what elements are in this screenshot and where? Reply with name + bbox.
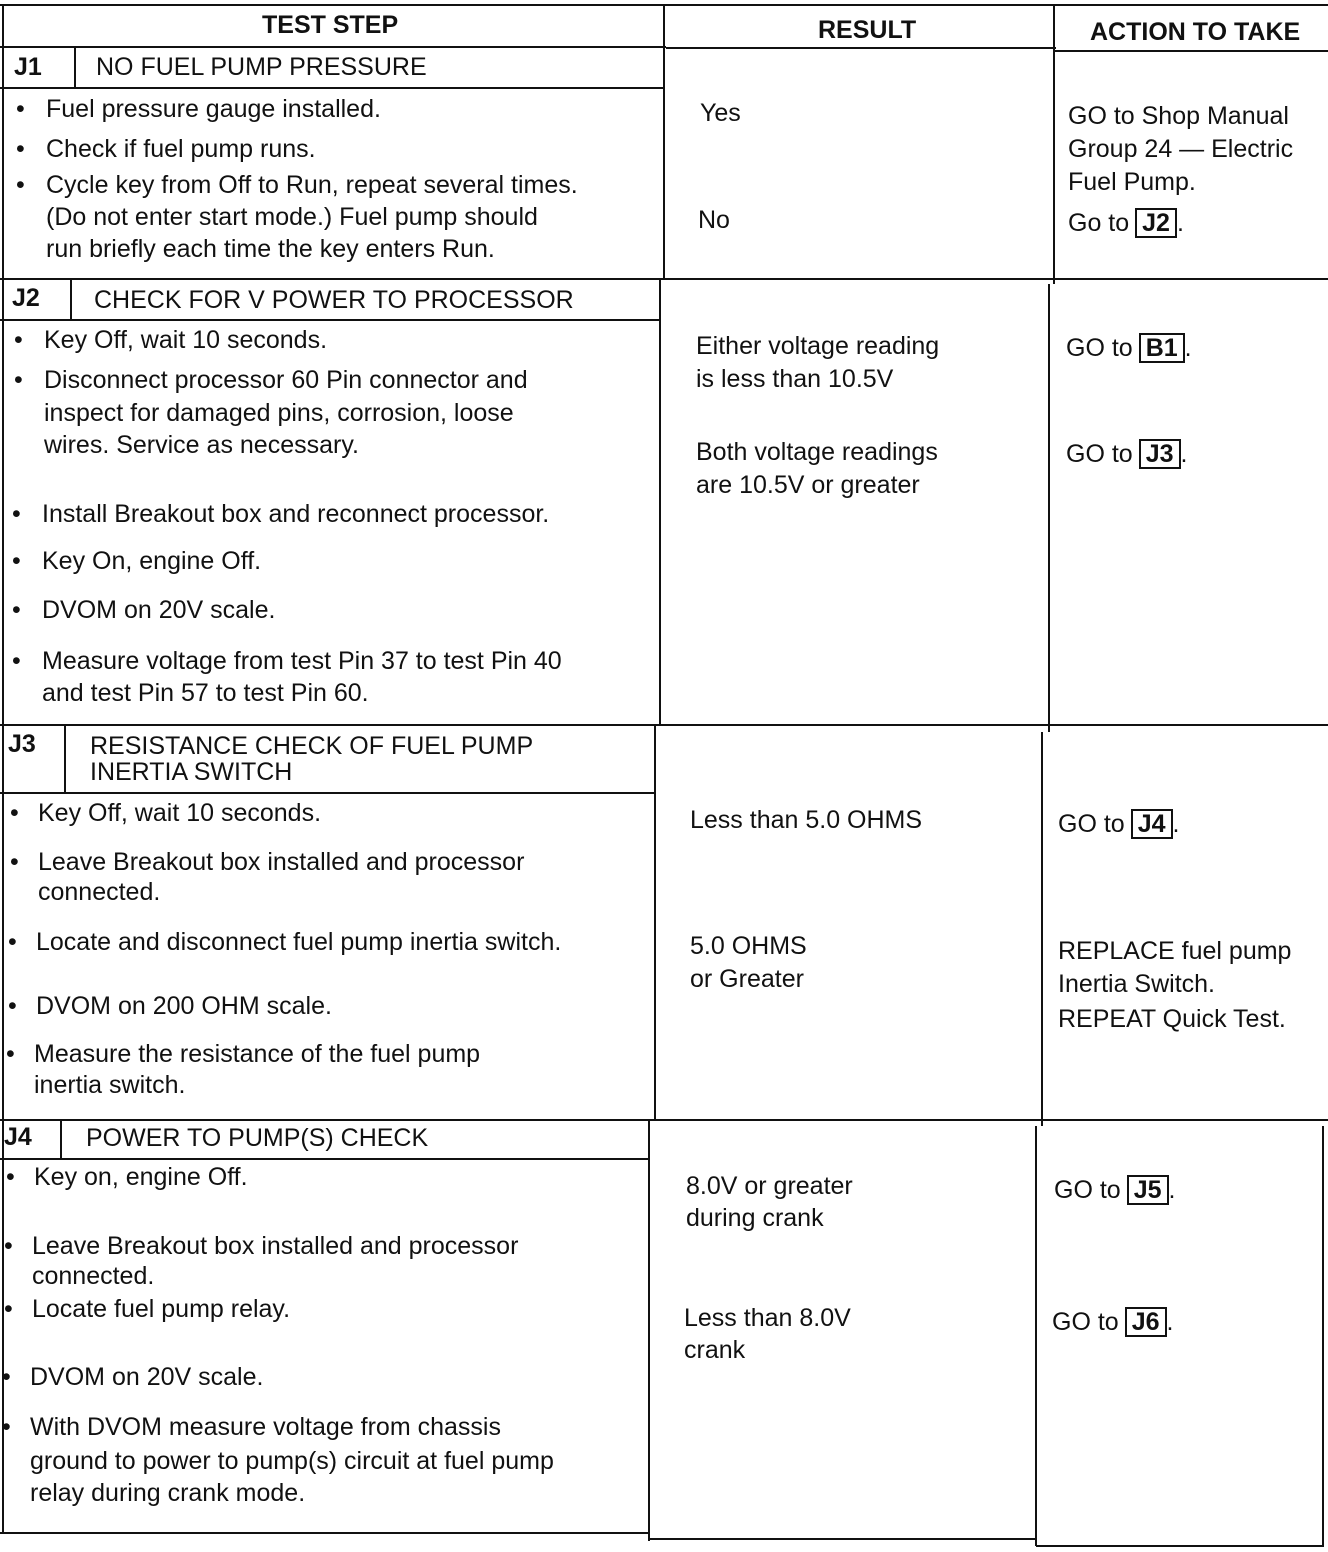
action-text: Fuel Pump. <box>1068 168 1196 196</box>
step-line: connected. <box>32 1262 155 1290</box>
goto-period: . <box>1168 1176 1176 1204</box>
bullet-icon: • <box>12 500 21 528</box>
step-line: wires. Service as necessary. <box>44 431 359 459</box>
step-id: J4 <box>4 1123 32 1151</box>
step-line: With DVOM measure voltage from chassis <box>30 1413 501 1441</box>
header-action: ACTION TO TAKE <box>1090 18 1301 46</box>
goto-period: . <box>1176 209 1184 237</box>
result-text: 5.0 OHMS <box>690 932 807 960</box>
bullet-icon: • <box>16 135 25 163</box>
goto-ref-box: J2 <box>1135 208 1177 238</box>
step-title: CHECK FOR V POWER TO PROCESSOR <box>94 286 574 314</box>
result-text: Yes <box>700 99 741 127</box>
step-line: connected. <box>38 878 161 906</box>
result-text: crank <box>684 1336 746 1364</box>
step-id: J3 <box>8 730 36 758</box>
action-text: Group 24 — Electric <box>1068 135 1294 163</box>
step-title: NO FUEL PUMP PRESSURE <box>96 53 427 81</box>
goto-ref-box: J6 <box>1125 1307 1167 1337</box>
step-line: inertia switch. <box>34 1071 186 1099</box>
step-line: Measure voltage from test Pin 37 to test Pin 40 <box>42 647 562 675</box>
goto-action <box>1066 332 1192 365</box>
goto-period: . <box>1180 440 1188 468</box>
goto-ref-box: J4 <box>1131 809 1173 839</box>
goto-period: . <box>1172 810 1180 838</box>
step-line: Leave Breakout box installed and processor <box>32 1232 519 1260</box>
result-text: 8.0V or greater <box>686 1172 853 1200</box>
bullet-icon: • <box>6 1163 15 1191</box>
step-title: POWER TO PUMP(S) CHECK <box>86 1124 429 1152</box>
header-test-step: TEST STEP <box>262 11 399 39</box>
step-line: ground to power to pump(s) circuit at fuel pump <box>30 1447 554 1475</box>
step-line: Key On, engine Off. <box>42 547 262 575</box>
step-title: INERTIA SWITCH <box>90 758 293 786</box>
action-text: REPLACE fuel pump <box>1058 937 1292 965</box>
result-text: are 10.5V or greater <box>696 471 920 499</box>
step-title: RESISTANCE CHECK OF FUEL PUMP <box>90 732 534 760</box>
bullet-icon: • <box>6 1040 15 1068</box>
action-text: GO to Shop Manual <box>1068 102 1289 130</box>
step-line: (Do not enter start mode.) Fuel pump should <box>46 203 538 231</box>
goto-label: Go to <box>1068 209 1130 237</box>
step-line: DVOM on 200 OHM scale. <box>36 992 332 1020</box>
goto-period: . <box>1184 334 1192 362</box>
step-line: Measure the resistance of the fuel pump <box>34 1040 481 1068</box>
goto-ref-box: J5 <box>1127 1175 1169 1205</box>
goto-ref-box: J3 <box>1139 439 1181 469</box>
result-text: or Greater <box>690 965 804 993</box>
goto-action <box>1052 1306 1173 1339</box>
result-text: during crank <box>686 1204 824 1232</box>
bullet-icon: • <box>10 848 19 876</box>
action-text: Inertia Switch. <box>1058 970 1216 998</box>
step-line: Leave Breakout box installed and processor <box>38 848 525 876</box>
bullet-icon: • <box>4 1232 13 1260</box>
step-id: J1 <box>14 53 42 81</box>
step-line: inspect for damaged pins, corrosion, loose <box>44 399 514 427</box>
step-line: Locate fuel pump relay. <box>32 1295 291 1323</box>
result-text: No <box>698 206 730 234</box>
step-line: Key on, engine Off. <box>34 1163 248 1191</box>
header-result: RESULT <box>818 16 917 44</box>
goto-ref-box: B1 <box>1139 333 1185 363</box>
goto-action <box>1054 1174 1175 1207</box>
bullet-icon: • <box>8 928 17 956</box>
goto-label: GO to <box>1054 1176 1121 1204</box>
step-line: Disconnect processor 60 Pin connector and <box>44 366 528 394</box>
goto-label: GO to <box>1052 1308 1119 1336</box>
goto-action <box>1066 438 1187 471</box>
step-line: run briefly each time the key enters Run. <box>46 235 495 263</box>
result-text: Either voltage reading <box>696 332 940 360</box>
step-line: DVOM on 20V scale. <box>42 596 276 624</box>
step-line: Cycle key from Off to Run, repeat several times. <box>46 171 578 199</box>
result-text: is less than 10.5V <box>696 365 894 393</box>
step-line: Key Off, wait 10 seconds. <box>38 799 322 827</box>
goto-action <box>1068 207 1184 240</box>
bullet-icon: • <box>8 992 17 1020</box>
goto-action <box>1058 808 1179 841</box>
goto-label: GO to <box>1066 334 1133 362</box>
bullet-icon: • <box>12 647 21 675</box>
bullet-icon: • <box>14 366 23 394</box>
step-line: DVOM on 20V scale. <box>30 1363 264 1391</box>
goto-period: . <box>1166 1308 1174 1336</box>
step-line: Locate and disconnect fuel pump inertia switch. <box>36 928 562 956</box>
step-line: and test Pin 57 to test Pin 60. <box>42 679 369 707</box>
bullet-icon: • <box>2 1413 11 1441</box>
result-text: Both voltage readings <box>696 438 938 466</box>
bullet-icon: • <box>12 596 21 624</box>
step-line: Install Breakout box and reconnect processor. <box>42 500 550 528</box>
bullet-icon: • <box>16 171 25 199</box>
bullet-icon: • <box>16 95 25 123</box>
goto-label: GO to <box>1066 440 1133 468</box>
bullet-icon: • <box>14 326 23 354</box>
action-text: REPEAT Quick Test. <box>1058 1005 1286 1033</box>
step-line: relay during crank mode. <box>30 1479 306 1507</box>
result-text: Less than 8.0V <box>684 1304 851 1332</box>
bullet-icon: • <box>12 547 21 575</box>
step-line: Key Off, wait 10 seconds. <box>44 326 328 354</box>
bullet-icon: • <box>4 1295 13 1323</box>
bullet-icon: • <box>10 799 19 827</box>
step-line: Fuel pressure gauge installed. <box>46 95 381 123</box>
goto-label: GO to <box>1058 810 1125 838</box>
step-id: J2 <box>12 284 40 312</box>
result-text: Less than 5.0 OHMS <box>690 806 923 834</box>
step-line: Check if fuel pump runs. <box>46 135 316 163</box>
bullet-icon: • <box>2 1363 11 1391</box>
